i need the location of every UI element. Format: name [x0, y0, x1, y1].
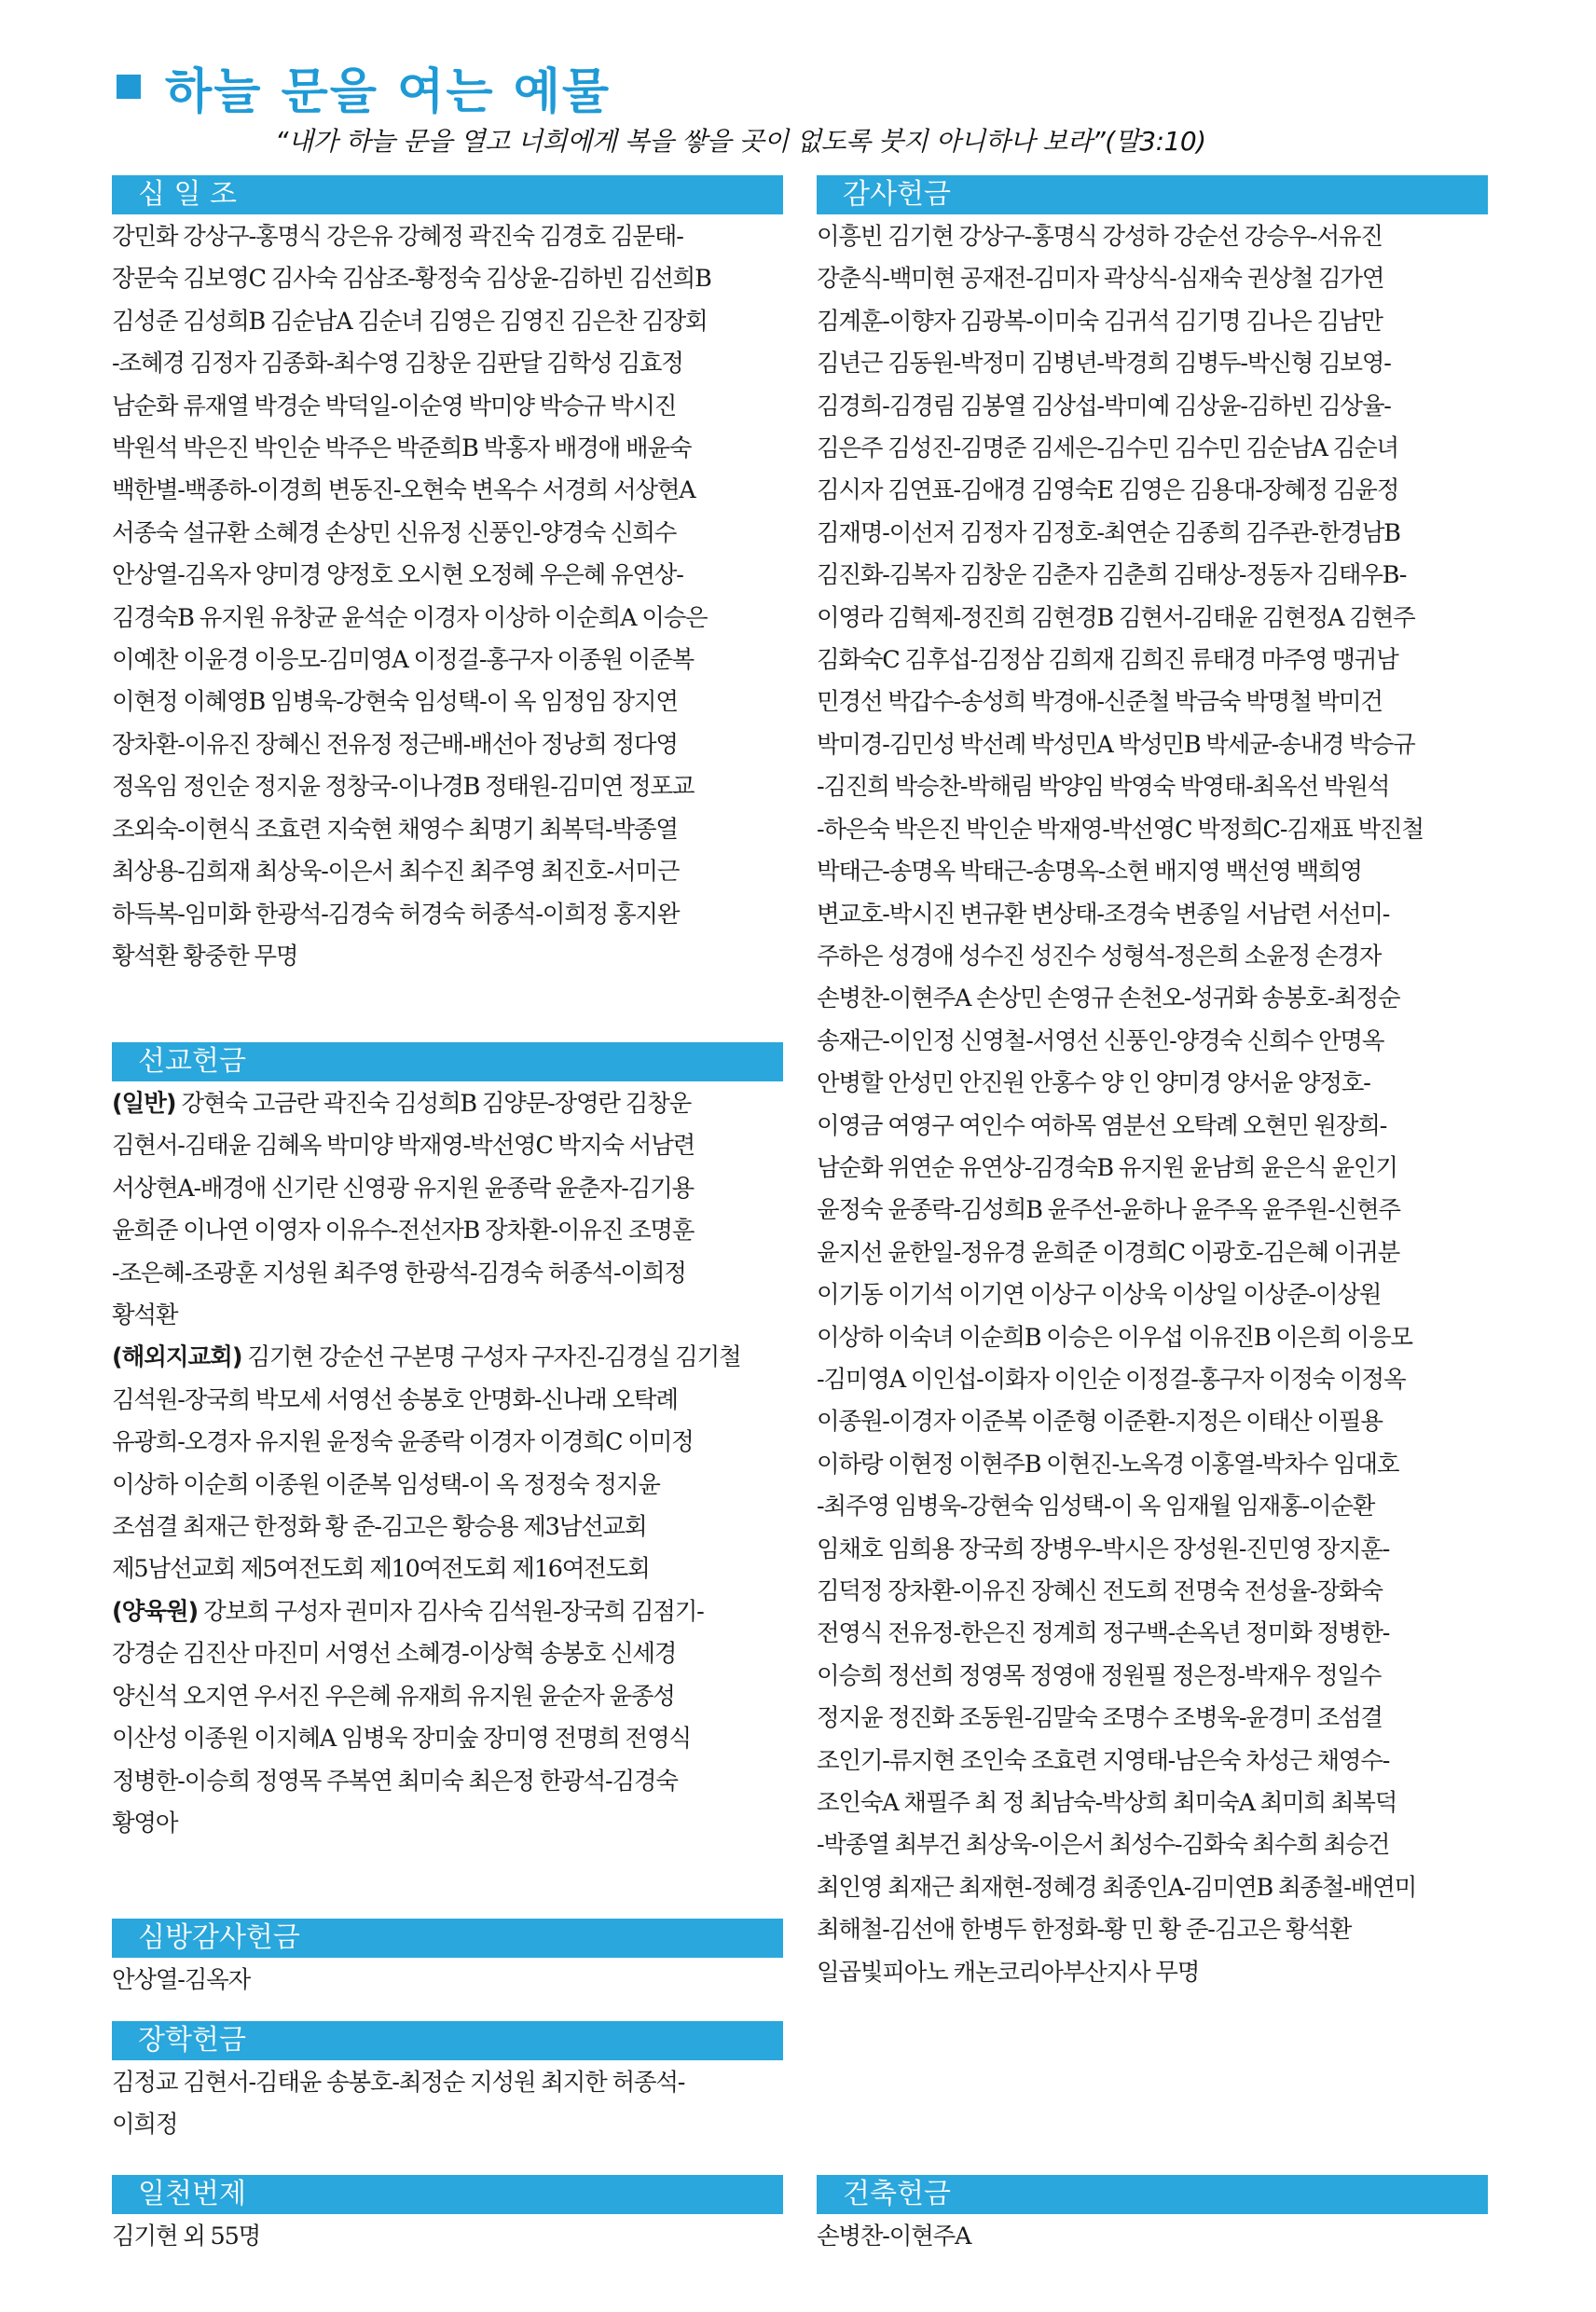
name-line: -조혜경 김정자 김종화-최수영 김창운 김판달 김학성 김효정 [112, 350, 683, 378]
name-line: -박종열 최부건 최상욱-이은서 최성수-김화숙 최수희 최승건 [817, 1831, 1390, 1860]
name-line: 손병찬-이현주A [817, 2223, 971, 2250]
name-text: 강현숙 고금란 곽진숙 김성희B 김양문-장영란 김창운 [175, 1090, 692, 1118]
name-line: 김성준 김성희B 김순남A 김순녀 김영은 김영진 김은찬 김장회 [112, 307, 708, 336]
name-line: 이하랑 이현정 이현주B 이현진-노옥경 이홍열-박차수 임대호 [817, 1450, 1399, 1479]
title-text: 하늘 문을 여는 예물 [165, 63, 612, 120]
name-text: -조은혜-조광훈 지성원 최주영 한광석-김경숙 허종석-이희정 [112, 1259, 686, 1287]
name-line [112, 1168, 783, 1210]
section-building [817, 2175, 1488, 2258]
name-text: 서상현A-배경애 신기란 신영광 유지원 윤종락 윤춘자-김기용 [112, 1174, 694, 1203]
name-line: 임채호 임희용 장국희 장병우-박시은 장성원-진민영 장지훈- [817, 1534, 1390, 1563]
section-body [112, 1081, 783, 1845]
name-line: -김미영A 이인섭-이화자 이인순 이정걸-홍구자 이정숙 이정옥 [817, 1365, 1406, 1394]
name-line: 김화숙C 김후섭-김정삼 김희재 김희진 류태경 마주영 맹귀남 [817, 646, 1398, 675]
section-visitation [112, 1919, 783, 2002]
name-line [112, 1676, 783, 1718]
name-text: 강경순 김진산 마진미 서영선 소혜경-이상혁 송봉호 신세경 [112, 1640, 677, 1669]
name-line: 강춘식-백미현 공재전-김미자 곽상식-심재숙 권상철 김가연 [817, 265, 1384, 294]
name-line: 주하은 성경애 성수진 성진수 성형석-정은희 소윤정 손경자 [817, 942, 1382, 970]
section-body [817, 2214, 1488, 2258]
name-line: 김경숙B 유지원 유창균 윤석순 이경자 이상하 이순희A 이승은 [112, 603, 708, 632]
name-line: 이현정 이혜영B 임병욱-강현숙 임성택-이 옥 임정임 장지연 [112, 688, 678, 717]
name-line: 이희정 [112, 2111, 178, 2140]
section-heading: 심방감사헌금 [112, 1919, 783, 1958]
section-body [112, 2060, 783, 2147]
section-heading: 건축헌금 [817, 2175, 1488, 2214]
name-line: 일곱빛피아노 캐논코리아부산지사 무명 [817, 1958, 1200, 1987]
name-line: -하은숙 박은진 박인순 박재영-박선영C 박정희C-김재표 박진철 [817, 815, 1424, 844]
name-line [112, 1125, 783, 1167]
name-line [112, 1548, 783, 1590]
name-line: 최인영 최재근 최재현-정혜경 최종인A-김미연B 최종철-배연미 [817, 1873, 1417, 1902]
name-text: 이산성 이종원 이지혜A 임병욱 장미숲 장미영 전명희 전영식 [112, 1725, 691, 1754]
category-tag: (일반) [112, 1090, 176, 1118]
name-line: 안상열-김옥자 양미경 양정호 오시현 오정혜 우은혜 유연상- [112, 561, 683, 590]
name-line: 남순화 류재열 박경순 박덕일-이순영 박미양 박승규 박시진 [112, 392, 677, 420]
name-text: 조섬결 최재근 한정화 황 준-김고은 황승용 제3남선교회 [112, 1513, 647, 1542]
name-line: 최상용-김희재 최상욱-이은서 최수진 최주영 최진호-서미근 [112, 858, 680, 887]
name-text: 제5남선교회 제5여전도회 제10여전도회 제16여전도회 [112, 1555, 650, 1584]
name-line [112, 1718, 783, 1760]
name-text: 김현서-김태윤 김혜옥 박미양 박재영-박선영C 박지숙 서남련 [112, 1132, 695, 1161]
name-line: 장문숙 김보영C 김사숙 김삼조-황정숙 김상윤-김하빈 김선희B [112, 265, 711, 294]
name-line: 안병할 안성민 안진원 안홍수 양 인 양미경 양서윤 양정호- [817, 1069, 1370, 1098]
name-line [112, 1803, 783, 1845]
name-line: 서종숙 설규환 소혜경 손상민 신유정 신풍인-양경숙 신희수 [112, 518, 677, 547]
name-line: 이흥빈 김기현 강상구-홍명식 강성하 강순선 강승우-서유진 [817, 223, 1383, 251]
name-line: 손병찬-이현주A 손상민 손영규 손천오-성귀화 송봉호-최정순 [817, 984, 1400, 1013]
name-line: 김기현 외 55명 [112, 2223, 261, 2250]
section-heading: 장학헌금 [112, 2021, 783, 2060]
name-line: 김년근 김동원-박정미 김병년-박경희 김병두-박신형 김보영- [817, 350, 1391, 378]
name-line: -김진희 박승찬-박해림 박양임 박영숙 박영태-최옥선 박원석 [817, 773, 1390, 802]
name-text: 유광희-오경자 유지원 윤정숙 윤종락 이경자 이경희C 이미정 [112, 1428, 694, 1457]
name-line: 장차환-이유진 장혜신 전유정 정근배-배선아 정낭희 정다영 [112, 730, 678, 759]
section-mission [112, 1042, 783, 1845]
name-line: 김진화-김복자 김창운 김춘자 김춘희 김태상-정동자 김태우B- [817, 561, 1407, 590]
category-tag: (해외지교회) [112, 1343, 242, 1372]
name-line: 박태근-송명옥 박태근-송명옥-소현 배지영 백선영 백희영 [817, 858, 1362, 887]
name-line: 강민화 강상구-홍명식 강은유 강혜정 곽진숙 김경호 김문태- [112, 223, 683, 251]
name-text: 정병한-이승희 정영목 주복연 최미숙 최은정 한광석-김경숙 [112, 1767, 678, 1796]
name-line: 남순화 위연순 유연상-김경숙B 유지원 윤남희 윤은식 윤인기 [817, 1153, 1397, 1182]
name-line: 김경희-김경림 김봉열 김상섭-박미예 김상윤-김하빈 김상율- [817, 392, 1391, 420]
name-line: -최주영 임병욱-강현숙 임성택-이 옥 임재월 임재홍-이순환 [817, 1493, 1375, 1521]
section-thousand [112, 2175, 783, 2258]
name-line: 전영식 전유정-한은진 정계희 정구백-손옥년 정미화 정병한- [817, 1619, 1390, 1648]
name-text: 강보희 구성자 권미자 김사숙 김석원-장국희 김점기- [198, 1597, 704, 1626]
section-body [112, 2214, 783, 2258]
title-square-icon [117, 75, 141, 99]
page-title [117, 54, 611, 119]
name-line: 이상하 이숙녀 이순희B 이승은 이우섭 이유진B 이은희 이응모 [817, 1323, 1412, 1352]
name-line: 윤지선 윤한일-정유경 윤희준 이경희C 이광호-김은혜 이귀분 [817, 1238, 1400, 1267]
name-line: 송재근-이인정 신영철-서영선 신풍인-양경숙 신희수 안명옥 [817, 1026, 1384, 1055]
section-thanks [817, 175, 1488, 1994]
name-line: 김시자 김연표-김애경 김영숙E 김영은 김용대-장혜정 김윤정 [817, 476, 1399, 505]
name-line [112, 1295, 783, 1337]
name-line: 황석환 황중한 무명 [112, 942, 298, 970]
name-text: 김기현 강순선 구본명 구성자 구자진-김경실 김기철 [241, 1343, 741, 1372]
name-line: 김은주 김성진-김명준 김세은-김수민 김수민 김순남A 김순녀 [817, 434, 1398, 463]
section-heading: 감사헌금 [817, 175, 1488, 214]
name-line: 조인숙A 채필주 최 정 최남숙-박상희 최미숙A 최미희 최복덕 [817, 1789, 1397, 1818]
name-line [112, 1507, 783, 1548]
name-line [112, 1253, 783, 1295]
section-heading: 선교헌금 [112, 1042, 783, 1081]
name-line: 변교호-박시진 변규환 변상태-조경숙 변종일 서남련 서선미- [817, 900, 1390, 929]
name-line: 안상열-김옥자 [112, 1966, 251, 1994]
name-line: 윤정숙 윤종락-김성희B 윤주선-윤하나 윤주옥 윤주원-신현주 [817, 1196, 1400, 1225]
name-line: 이기동 이기석 이기연 이상구 이상욱 이상일 이상준-이상원 [817, 1281, 1382, 1310]
name-line [112, 1422, 783, 1464]
section-body [817, 214, 1488, 1994]
name-line: 조외숙-이현식 조효련 지숙현 채영수 최명기 최복덕-박종열 [112, 815, 678, 844]
name-line: 정옥임 정인순 정지윤 정창국-이나경B 정태원-김미연 정포교 [112, 773, 695, 802]
name-line [112, 1591, 783, 1633]
name-line [112, 1380, 783, 1422]
name-line: 이영라 김혁제-정진희 김현경B 김현서-김태윤 김현정A 김현주 [817, 603, 1415, 632]
name-line: 최해철-김선애 한병두 한정화-황 민 황 준-김고은 황석환 [817, 1916, 1352, 1945]
name-text: 윤희준 이나연 이영자 이유수-전선자B 장차환-이유진 조명훈 [112, 1217, 695, 1245]
name-text: 양신석 오지연 우서진 우은혜 유재희 유지원 윤순자 윤종성 [112, 1682, 675, 1711]
name-text: 김석원-장국희 박모세 서영선 송봉호 안명화-신나래 오탁례 [112, 1385, 678, 1414]
section-body [112, 214, 783, 978]
section-heading: 일천번제 [112, 2175, 783, 2214]
name-line: 박미경-김민성 박선례 박성민A 박성민B 박세균-송내경 박승규 [817, 730, 1415, 759]
name-line [112, 1337, 783, 1379]
name-line: 민경선 박갑수-송성희 박경애-신준철 박금숙 박명철 박미건 [817, 688, 1383, 717]
subtitle-verse: “내가 하늘 문을 열고 너희에게 복을 쌓을 곳이 없도록 붓지 아니하나 보라”(말3:10) [275, 126, 1206, 157]
name-line: 하득복-임미화 한광석-김경숙 허경숙 허종석-이희정 홍지완 [112, 900, 680, 929]
section-tithe [112, 175, 783, 978]
name-line [112, 1761, 783, 1803]
name-line: 조인기-류지현 조인숙 조효련 지영태-남은숙 차성근 채영수- [817, 1746, 1390, 1775]
name-line: 김덕정 장차환-이유진 장혜신 전도희 전명숙 전성율-장화숙 [817, 1577, 1383, 1605]
name-line: 이승희 정선희 정영목 정영애 정원필 정은정-박재우 정일수 [817, 1661, 1382, 1690]
name-line: 박원석 박은진 박인순 박주은 박준희B 박홍자 배경애 배윤숙 [112, 434, 692, 463]
name-line: 이종원-이경자 이준복 이준형 이준환-지정은 이태산 이필용 [817, 1408, 1383, 1437]
name-text: 황영아 [112, 1809, 178, 1837]
name-line [112, 1465, 783, 1507]
section-body [112, 1958, 783, 2002]
name-line: 백한별-백종하-이경희 변동진-오현숙 변옥수 서경희 서상현A [112, 476, 695, 505]
name-line: 김정교 김현서-김태윤 송봉호-최정순 지성원 최지한 허종석- [112, 2069, 685, 2097]
category-tag: (양육원) [112, 1597, 199, 1626]
name-line: 김재명-이선저 김정자 김정호-최연순 김종희 김주관-한경남B [817, 518, 1400, 547]
name-line: 이예찬 이윤경 이응모-김미영A 이정걸-홍구자 이종원 이준복 [112, 646, 694, 675]
name-text: 황석환 [112, 1301, 178, 1330]
name-line: 정지윤 정진화 조동원-김말숙 조명수 조병욱-윤경미 조섬결 [817, 1704, 1383, 1733]
name-text: 이상하 이순희 이종원 이준복 임성택-이 옥 정정숙 정지윤 [112, 1470, 660, 1499]
name-line [112, 1210, 783, 1252]
name-line [112, 1083, 783, 1125]
section-heading: 십 일 조 [112, 175, 783, 214]
name-line: 김계훈-이향자 김광복-이미숙 김귀석 김기명 김나은 김남만 [817, 307, 1383, 336]
name-line [112, 1633, 783, 1675]
name-line: 이영금 여영구 여인수 여하목 염분선 오탁례 오현민 원장희- [817, 1111, 1387, 1140]
section-scholarship [112, 2021, 783, 2147]
